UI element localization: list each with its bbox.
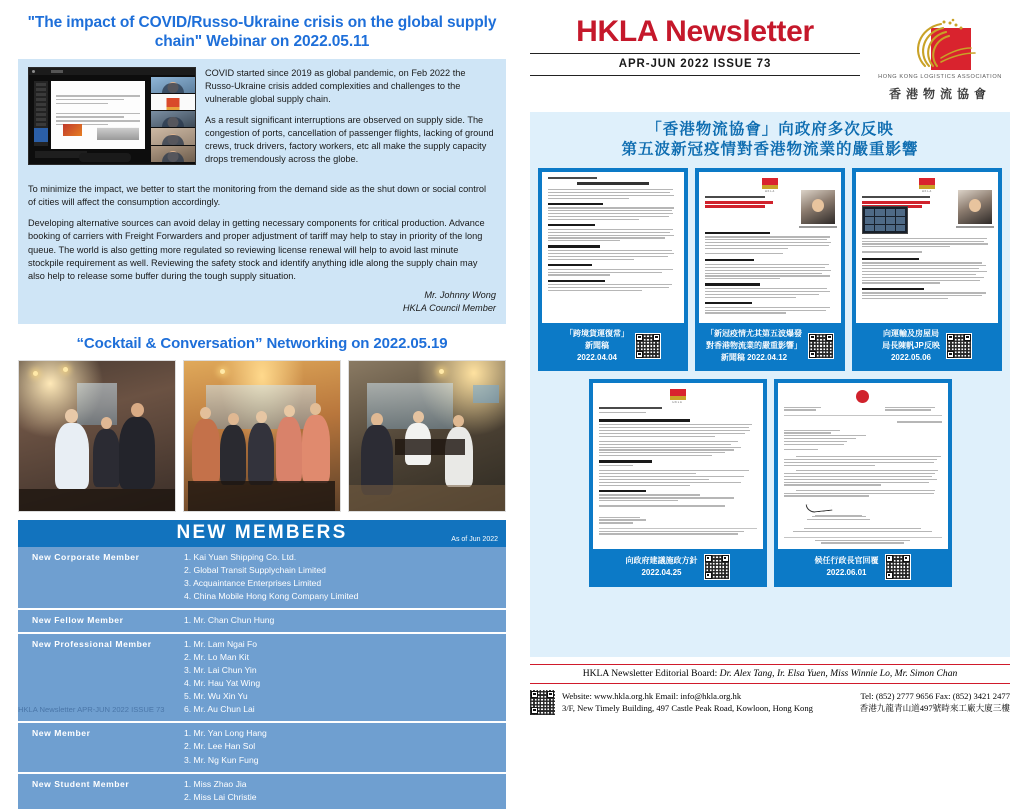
author-title: HKLA Council Member [402,302,496,313]
list-item: 4. Mr. Hau Yat Wing [184,678,261,689]
table-row [18,610,506,634]
contact-left-text [562,690,853,715]
member-category: New Student Member [32,778,130,789]
list-item: 3. Acquaintance Enterprises Limited [184,577,322,588]
card-caption [775,549,951,586]
editorial-board-names: Dr. Alex Tang, Ir. Elsa Yuen, Miss Winnie Lo, Mr. Simon Chan [719,668,958,679]
caption-line-2: 新聞稿 [585,340,609,350]
list-item: 1. Mr. Yan Long Hang [184,728,267,739]
member-category: New Professional Member [32,639,152,650]
caption-line-1: 向政府建議施政方針 [625,555,698,565]
footer-qr-code-icon[interactable] [530,690,555,715]
qr-code-icon[interactable] [635,333,661,359]
address-line: 3/F, New Timely Building, 497 Castle Peak Road, Kowloon, Hong Kong [562,703,813,713]
logo-swoosh-icon [895,18,985,76]
networking-photo-guests-chatting [18,360,176,512]
website-line[interactable]: Website: www.hkla.org.hk Email: info@hkla.org.hk [562,690,742,701]
feature-card[interactable] [852,168,1002,370]
member-category: New Fellow Member [32,614,124,625]
caption-line-2: 2022.04.25 [641,567,682,577]
webinar-article-top [28,67,496,174]
caption-line-2: 局長陳帆JP反映 [882,340,940,350]
card-caption [539,323,687,370]
table-row [18,723,506,773]
caption-line-1: 向運輸及房屋局 [882,328,939,338]
list-item: 1. Mr. Chan Chun Hung [184,614,275,625]
masthead-text [530,16,870,77]
caption-line-2: 2022.06.01 [826,567,867,577]
networking-photo-group-standing [183,360,341,512]
cocktail-photo-row [18,360,506,512]
webinar-paragraph-2: As a result significant interruptions are observed on supply side. The congestion of ports, cancellation of passenger flights, lacking of ground crews, truck drivers, factory workers, etc all make the supply capacity drops tremendously across the globe. [205,115,494,165]
feature-title-line2: 第五波新冠疫情對香港物流業的嚴重影響 [621,141,919,159]
tel-fax-line: Tel: (852) 2777 9656 Fax: (852) 3421 2477 [860,690,1010,701]
feature-card-row-bottom [538,379,1002,587]
webinar-article [18,59,506,325]
caption-line-1: 「新冠疫情尤其第五波爆發 [706,328,802,338]
caption-line-3: 2022.04.04 [576,352,618,362]
feature-title-line1: 「香港物流協會」向政府多次反映 [646,121,894,138]
member-category: New Corporate Member [32,551,140,562]
webinar-intro-text [205,67,496,174]
caption-line-1: 候任行政長官回覆 [814,555,879,565]
masthead [530,16,1010,102]
policy-proposal-to-government: HKLA [593,383,763,549]
new-members-table [18,520,506,809]
card-caption [696,323,844,370]
list-item: 5. Mr. Wu Xin Yu [184,691,248,702]
webinar-headline: "The impact of COVID/Russo-Ukraine crisis on the global supply chain" Webinar on 2022.05.11 [27,14,497,50]
feature-card[interactable] [538,168,688,370]
webinar-paragraph-1: COVID started since 2019 as global pandemic, on Feb 2022 the Russo-Ukraine crisis added complexities and challenges to the vulnerable global supply chain. [205,67,466,104]
list-item: 3. Mr. Lai Chun Yin [184,665,257,676]
member-list [178,727,506,766]
qr-code-icon[interactable] [946,333,972,359]
caption-line-3: 新聞稿 2022.04.12 [720,352,788,362]
address-chinese-line: 香港九龍青山道497號時來工廠大廈三樓 [859,703,1010,713]
webinar-signature [28,289,496,315]
hkla-logo-mark [895,18,985,76]
caption-text [882,328,940,364]
list-item: 1. Miss Zhao Jia [184,778,247,789]
issue-label: APR-JUN 2022 ISSUE 73 [618,57,772,70]
right-column [520,0,1024,724]
list-item: 6. Mr. Au Chun Lai [184,704,255,715]
list-item: 1. Kai Yuan Shipping Co. Ltd. [184,551,297,562]
qr-code-icon[interactable] [808,333,834,359]
feature-card[interactable] [774,379,952,587]
feature-title [538,120,1002,160]
caption-text [706,328,802,364]
webinar-paragraph-3: To minimize the impact, we better to start the monitoring from the demand side as the shut down or social control of cities will affect the consumption accordingly. [28,184,487,208]
caption-line-3: 2022.05.06 [890,352,932,362]
cocktail-headline: “Cocktail & Conversation” Networking on 2022.05.19 [76,335,448,353]
new-members-title: NEW MEMBERS [176,522,348,544]
member-list [178,551,506,603]
new-members-as-of: As of Jun 2022 [451,535,498,543]
press-release-cross-boundary-freight [542,172,684,322]
webinar-paragraph-4: Developing alternative sources can avoid delay in getting necessary components for critical production. Advance booking of carriers with Freight Forwarders and proper adjustment of tariff may help to stay in priority of the long queue. The world is also getting more regulated so reviewing license renewal will help to avoid last minute stockpile requirement as well. Reviewing the safety stock and identify anything idle along the supply chain may also help to release some buffer during the tough supply situation. [28,218,485,281]
left-page-footer: HKLA Newsletter APR-JUN 2022 ISSUE 73 [18,705,165,714]
list-item: 3. Mr. Ng Kun Fung [184,754,259,765]
webinar-body-text [28,183,496,282]
list-item: 1. Mr. Lam Ngai Fo [184,639,258,650]
caption-text [815,555,879,579]
member-list [178,638,506,716]
editorial-board [530,664,1010,684]
qr-code-icon[interactable] [704,554,730,580]
new-members-header [18,520,506,547]
caption-line-2: 對香港物流業的嚴重影響」 [706,340,802,350]
list-item: 2. Miss Lai Christie [184,791,257,802]
feature-card[interactable] [589,379,767,587]
reply-from-chief-executive-elect [778,383,948,549]
feature-card[interactable] [695,168,845,370]
table-row [18,774,506,809]
caption-line-1: 「跨境貨運復常」 [565,328,629,338]
author-name: Mr. Johnny Wong [424,289,496,300]
contact-footer [530,684,1010,715]
hkla-logo [870,16,1010,102]
list-item: 2. Global Transit Supplychain Limited [184,564,326,575]
networking-photo-table-seated [348,360,506,512]
feature-section [530,112,1010,657]
member-list [178,778,506,804]
feature-card-row-top [538,168,1002,370]
masthead-divider-top [530,53,860,54]
table-row [18,547,506,610]
page-title: HKLA Newsletter [576,15,814,48]
press-release-fifth-wave-impact: HKLA [699,172,841,322]
qr-code-icon[interactable] [885,554,911,580]
masthead-divider-bottom [530,75,860,76]
logo-chinese-name: 香港物流協會 [888,87,991,101]
list-item: 4. China Mobile Hong Kong Company Limited [184,590,359,601]
signature-mark [805,501,832,513]
caption-text [626,555,698,579]
letter-to-transport-housing-bureau: HKLA [856,172,998,322]
list-item: 2. Mr. Lee Han Sol [184,741,256,752]
card-caption [590,549,766,586]
member-category: New Member [32,728,91,739]
editorial-board-label: HKLA Newsletter Editorial Board: [582,668,720,679]
caption-text [565,328,629,364]
list-item: 2. Mr. Lo Man Kit [184,652,249,663]
contact-right-text [860,690,1010,715]
webinar-zoom-meeting-screenshot [28,67,196,165]
logo-english-name: HONG KONG LOGISTICS ASSOCIATION [878,74,1002,80]
card-caption [853,323,1001,370]
member-list [178,614,506,627]
hksar-emblem-icon [856,390,869,403]
